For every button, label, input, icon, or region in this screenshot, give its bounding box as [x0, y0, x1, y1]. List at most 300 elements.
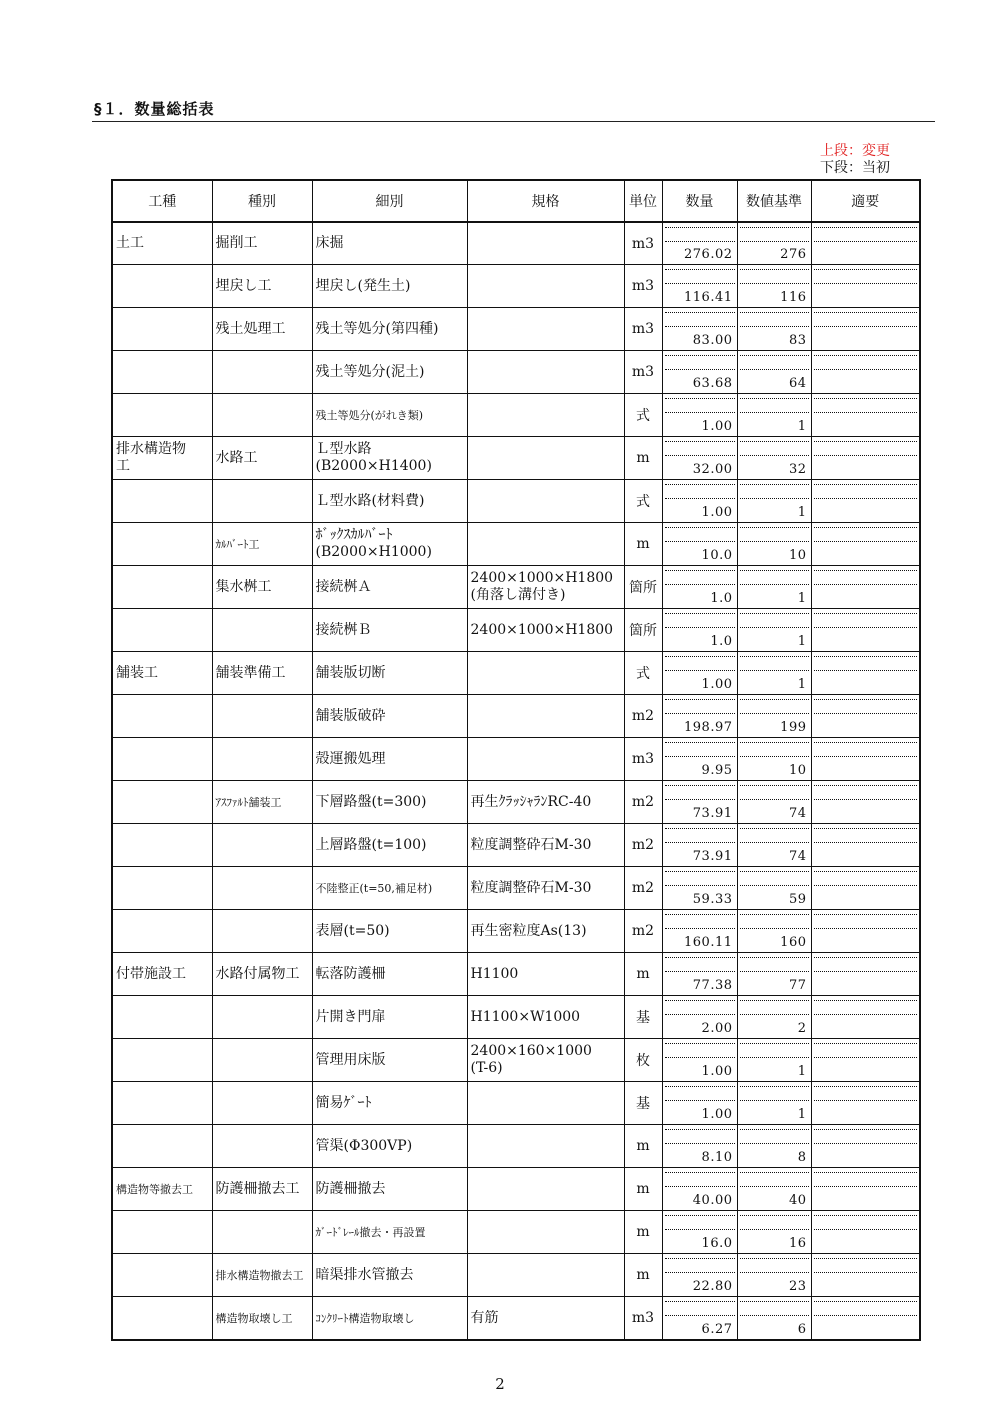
cell-quantity-value: 77.38 — [692, 978, 733, 993]
cell-unit: 基 — [624, 996, 662, 1039]
cell-base-value-value: 59 — [788, 892, 807, 907]
dotted-divider — [665, 670, 735, 671]
cell-base-value-value: 6 — [797, 1322, 807, 1337]
cell-saibetsu — [312, 1297, 467, 1341]
dotted-divider — [740, 1301, 809, 1302]
dotted-divider — [814, 1100, 918, 1101]
cell-quantity-value: 1.0 — [710, 591, 733, 606]
cell-remarks — [811, 695, 920, 738]
dotted-divider — [665, 799, 735, 800]
cell-base-value-value: 1 — [797, 634, 807, 649]
table-row — [112, 781, 920, 824]
dotted-divider — [740, 369, 809, 370]
cell-koushu — [112, 566, 212, 609]
dotted-divider — [814, 656, 918, 657]
dotted-divider — [814, 1086, 918, 1087]
dotted-divider — [740, 1258, 809, 1259]
dotted-divider — [740, 971, 809, 972]
cell-quantity — [662, 566, 737, 609]
dotted-divider — [665, 828, 735, 829]
cell-spec — [467, 953, 624, 996]
cell-saibetsu-text: ﾎﾞｯｸｽｶﾙﾊﾞｰﾄ — [315, 527, 393, 543]
dotted-divider — [740, 283, 809, 284]
cell-saibetsu — [312, 781, 467, 824]
dotted-divider — [740, 312, 809, 313]
dotted-divider — [814, 713, 918, 714]
dotted-divider — [814, 914, 918, 915]
cell-saibetsu — [312, 953, 467, 996]
cell-remarks — [811, 609, 920, 652]
cell-shubetsu — [212, 953, 312, 996]
dotted-divider — [814, 355, 918, 356]
dotted-divider — [740, 1000, 809, 1001]
dotted-divider — [814, 785, 918, 786]
dotted-divider — [665, 1172, 735, 1173]
dotted-divider — [814, 1172, 918, 1173]
dotted-divider — [814, 871, 918, 872]
cell-quantity — [662, 1039, 737, 1082]
cell-base-value — [737, 953, 811, 996]
cell-shubetsu — [212, 738, 312, 781]
cell-base-value-value: 1 — [797, 505, 807, 520]
dotted-divider — [740, 928, 809, 929]
dotted-divider — [665, 326, 735, 327]
cell-spec-text: 粒度調整砕石M-30 — [470, 836, 592, 853]
cell-quantity — [662, 867, 737, 910]
cell-spec — [467, 695, 624, 738]
cell-base-value — [737, 1297, 811, 1341]
table-row — [112, 437, 920, 480]
dotted-divider — [665, 1215, 735, 1216]
cell-unit: m — [624, 1168, 662, 1211]
dotted-divider — [665, 369, 735, 370]
cell-remarks — [811, 265, 920, 308]
cell-saibetsu-text: (B2000×H1000) — [315, 544, 432, 560]
cell-koushu — [112, 308, 212, 351]
cell-shubetsu — [212, 781, 312, 824]
cell-spec-text: 再生ｸﾗｯｼｬﾗﾝRC-40 — [470, 793, 592, 810]
cell-remarks — [811, 1082, 920, 1125]
table-row — [112, 222, 920, 265]
dotted-divider — [814, 1315, 918, 1316]
cell-saibetsu-text: 防護柵撤去 — [315, 1180, 386, 1197]
cell-base-value-value: 276 — [780, 247, 807, 262]
cell-spec — [467, 523, 624, 566]
cell-quantity-value: 10.0 — [701, 548, 733, 563]
cell-shubetsu — [212, 308, 312, 351]
cell-quantity-value: 1.00 — [701, 419, 733, 434]
dotted-divider — [814, 613, 918, 614]
cell-saibetsu — [312, 1254, 467, 1297]
dotted-divider — [740, 455, 809, 456]
table-row — [112, 867, 920, 910]
dotted-divider — [740, 269, 809, 270]
cell-quantity — [662, 1168, 737, 1211]
table-row — [112, 1125, 920, 1168]
dotted-divider — [740, 1315, 809, 1316]
cell-base-value-value: 74 — [788, 849, 807, 864]
cell-shubetsu — [212, 1254, 312, 1297]
dotted-divider — [814, 1014, 918, 1015]
dotted-divider — [814, 455, 918, 456]
cell-spec — [467, 480, 624, 523]
dotted-divider — [740, 842, 809, 843]
cell-saibetsu-text: 舗装版破砕 — [315, 707, 386, 724]
cell-saibetsu-text: (B2000×H1400) — [315, 458, 432, 474]
col-header-saibetsu: 細別 — [312, 180, 467, 222]
cell-unit: 式 — [624, 394, 662, 437]
dotted-divider — [740, 241, 809, 242]
cell-quantity-value: 2.00 — [701, 1021, 733, 1036]
cell-unit: m3 — [624, 351, 662, 394]
cell-koushu — [112, 1297, 212, 1341]
cell-spec — [467, 351, 624, 394]
cell-koushu — [112, 953, 212, 996]
cell-base-value-value: 1 — [797, 1064, 807, 1079]
cell-saibetsu — [312, 609, 467, 652]
cell-saibetsu — [312, 910, 467, 953]
cell-shubetsu — [212, 1039, 312, 1082]
dotted-divider — [665, 1258, 735, 1259]
dotted-divider — [665, 498, 735, 499]
cell-remarks — [811, 1168, 920, 1211]
cell-spec — [467, 996, 624, 1039]
dotted-divider — [665, 756, 735, 757]
dotted-divider — [814, 584, 918, 585]
cell-unit: m — [624, 437, 662, 480]
dotted-divider — [665, 1086, 735, 1087]
cell-koushu — [112, 523, 212, 566]
cell-saibetsu-text: 残土等処分(第四種) — [315, 320, 439, 337]
dotted-divider — [740, 441, 809, 442]
dotted-divider — [665, 412, 735, 413]
table-row — [112, 738, 920, 781]
cell-spec — [467, 910, 624, 953]
cell-spec-text: 2400×160×1000 — [470, 1043, 592, 1059]
cell-quantity-value: 1.00 — [701, 1107, 733, 1122]
dotted-divider — [665, 842, 735, 843]
cell-shubetsu-text: 残土処理工 — [215, 320, 286, 337]
cell-saibetsu-text: 下層路盤(t=300) — [315, 793, 427, 810]
dotted-divider — [665, 1229, 735, 1230]
dotted-divider — [814, 957, 918, 958]
cell-shubetsu — [212, 1168, 312, 1211]
dotted-divider — [665, 541, 735, 542]
cell-base-value-value: 40 — [788, 1193, 807, 1208]
cell-saibetsu — [312, 1168, 467, 1211]
cell-remarks — [811, 824, 920, 867]
cell-base-value-value: 23 — [788, 1279, 807, 1294]
cell-shubetsu — [212, 222, 312, 265]
dotted-divider — [814, 799, 918, 800]
table-header-row — [112, 180, 920, 222]
dotted-divider — [665, 713, 735, 714]
cell-base-value — [737, 1082, 811, 1125]
dotted-divider — [665, 1043, 735, 1044]
legend-upper-changed: 上段：変更 — [820, 143, 890, 159]
cell-koushu-text: 土工 — [116, 235, 144, 251]
cell-saibetsu — [312, 351, 467, 394]
page-title: §１．数量総括表 — [94, 100, 215, 118]
cell-unit: 箇所 — [624, 609, 662, 652]
dotted-divider — [665, 871, 735, 872]
cell-base-value — [737, 695, 811, 738]
cell-saibetsu-text: Ｌ型水路(材料費) — [315, 492, 425, 509]
table-row — [112, 996, 920, 1039]
cell-quantity — [662, 652, 737, 695]
table-row — [112, 308, 920, 351]
cell-shubetsu — [212, 351, 312, 394]
table-row — [112, 609, 920, 652]
dotted-divider — [665, 928, 735, 929]
dotted-divider — [740, 1172, 809, 1173]
dotted-divider — [665, 527, 735, 528]
cell-quantity — [662, 1125, 737, 1168]
dotted-divider — [814, 627, 918, 628]
cell-koushu-text: 付帯施設工 — [116, 965, 186, 982]
cell-quantity — [662, 351, 737, 394]
dotted-divider — [665, 914, 735, 915]
table-row — [112, 1039, 920, 1082]
dotted-divider — [814, 484, 918, 485]
cell-spec — [467, 1297, 624, 1341]
table-row — [112, 351, 920, 394]
table-row — [112, 394, 920, 437]
dotted-divider — [740, 498, 809, 499]
cell-remarks — [811, 867, 920, 910]
dotted-divider — [814, 1215, 918, 1216]
cell-saibetsu-text: 上層路盤(t=100) — [315, 836, 427, 853]
cell-shubetsu — [212, 480, 312, 523]
cell-koushu — [112, 265, 212, 308]
dotted-divider — [740, 799, 809, 800]
cell-spec — [467, 437, 624, 480]
cell-koushu — [112, 394, 212, 437]
dotted-divider — [665, 570, 735, 571]
cell-shubetsu-text: 防護柵撤去工 — [215, 1180, 300, 1197]
cell-koushu — [112, 1254, 212, 1297]
cell-remarks — [811, 738, 920, 781]
cell-base-value — [737, 523, 811, 566]
cell-shubetsu — [212, 652, 312, 695]
dotted-divider — [740, 627, 809, 628]
col-header-unit: 単位 — [624, 180, 662, 222]
cell-spec — [467, 867, 624, 910]
cell-koushu — [112, 222, 212, 265]
cell-base-value-value: 116 — [780, 290, 807, 305]
col-header-quantity: 数量 — [662, 180, 737, 222]
table-row — [112, 1211, 920, 1254]
cell-quantity — [662, 953, 737, 996]
dotted-divider — [665, 484, 735, 485]
dotted-divider — [814, 1129, 918, 1130]
dotted-divider — [740, 1229, 809, 1230]
cell-base-value — [737, 566, 811, 609]
cell-quantity-value: 1.00 — [701, 677, 733, 692]
dotted-divider — [740, 1129, 809, 1130]
cell-shubetsu-text: 集水桝工 — [215, 578, 272, 595]
cell-quantity-value: 73.91 — [692, 849, 733, 864]
cell-shubetsu — [212, 1297, 312, 1341]
dotted-divider — [665, 312, 735, 313]
cell-spec-text: 有筋 — [470, 1309, 499, 1326]
cell-shubetsu-text: 構造物取壊し工 — [215, 1311, 293, 1325]
cell-saibetsu — [312, 695, 467, 738]
cell-unit: m2 — [624, 910, 662, 953]
cell-shubetsu-text: 埋戻し工 — [215, 277, 272, 294]
cell-base-value — [737, 308, 811, 351]
cell-quantity — [662, 910, 737, 953]
cell-quantity — [662, 1254, 737, 1297]
cell-saibetsu — [312, 222, 467, 265]
dotted-divider — [665, 355, 735, 356]
cell-quantity — [662, 609, 737, 652]
cell-saibetsu — [312, 394, 467, 437]
cell-saibetsu-text: ｺﾝｸﾘｰﾄ構造物取壊し — [315, 1311, 415, 1325]
cell-quantity-value: 63.68 — [692, 376, 733, 391]
cell-base-value-value: 8 — [797, 1150, 807, 1165]
dotted-divider — [665, 269, 735, 270]
cell-remarks — [811, 953, 920, 996]
cell-quantity-value: 73.91 — [692, 806, 733, 821]
cell-base-value-value: 77 — [788, 978, 807, 993]
dotted-divider — [740, 1186, 809, 1187]
cell-base-value — [737, 824, 811, 867]
dotted-divider — [814, 1258, 918, 1259]
cell-base-value-value: 10 — [788, 763, 807, 778]
table-row — [112, 1297, 920, 1341]
dotted-divider — [814, 842, 918, 843]
cell-spec — [467, 1125, 624, 1168]
cell-remarks — [811, 308, 920, 351]
cell-base-value — [737, 1254, 811, 1297]
cell-saibetsu-text: 管渠(Φ300VP) — [315, 1137, 413, 1154]
dotted-divider — [740, 957, 809, 958]
cell-spec-text: H1100×W1000 — [470, 1008, 581, 1025]
dotted-divider — [740, 1086, 809, 1087]
table-row — [112, 910, 920, 953]
cell-quantity — [662, 523, 737, 566]
cell-unit: m — [624, 523, 662, 566]
cell-spec — [467, 1254, 624, 1297]
cell-koushu — [112, 1168, 212, 1211]
dotted-divider — [814, 670, 918, 671]
cell-unit: m2 — [624, 867, 662, 910]
cell-unit: 式 — [624, 652, 662, 695]
cell-quantity-value: 83.00 — [692, 333, 733, 348]
cell-quantity-value: 40.00 — [692, 1193, 733, 1208]
dotted-divider — [814, 527, 918, 528]
cell-saibetsu-text: 残土等処分(がれき類) — [315, 408, 424, 422]
cell-koushu-text: 排水構造物 — [116, 441, 186, 457]
cell-spec — [467, 308, 624, 351]
cell-saibetsu — [312, 523, 467, 566]
cell-quantity — [662, 394, 737, 437]
cell-saibetsu-text: 片開き門扉 — [315, 1008, 386, 1025]
cell-base-value — [737, 222, 811, 265]
table-row — [112, 695, 920, 738]
cell-saibetsu-text: 表層(t=50) — [315, 922, 390, 939]
cell-saibetsu-text: ｶﾞｰﾄﾞﾚｰﾙ撤去・再設置 — [315, 1225, 426, 1239]
dotted-divider — [814, 283, 918, 284]
cell-unit: m — [624, 953, 662, 996]
dotted-divider — [665, 1000, 735, 1001]
cell-spec-text: 再生密粒度As(13) — [470, 922, 587, 939]
table-row — [112, 1168, 920, 1211]
dotted-divider — [740, 785, 809, 786]
dotted-divider — [814, 699, 918, 700]
title-underline — [92, 121, 935, 122]
cell-saibetsu-text: Ｌ型水路 — [315, 441, 372, 457]
cell-remarks — [811, 566, 920, 609]
cell-saibetsu-text: 殻運搬処理 — [315, 750, 386, 767]
cell-saibetsu — [312, 824, 467, 867]
dotted-divider — [814, 1272, 918, 1273]
dotted-divider — [740, 742, 809, 743]
cell-remarks — [811, 523, 920, 566]
cell-quantity-value: 59.33 — [692, 892, 733, 907]
dotted-divider — [740, 1057, 809, 1058]
cell-saibetsu — [312, 867, 467, 910]
cell-base-value — [737, 437, 811, 480]
cell-saibetsu-text: 簡易ｹﾞｰﾄ — [315, 1094, 372, 1111]
dotted-divider — [740, 656, 809, 657]
cell-base-value — [737, 351, 811, 394]
dotted-divider — [814, 441, 918, 442]
quantity-summary-table — [111, 179, 921, 1341]
cell-base-value-value: 10 — [788, 548, 807, 563]
cell-quantity — [662, 695, 737, 738]
cell-shubetsu — [212, 394, 312, 437]
cell-quantity — [662, 480, 737, 523]
dotted-divider — [665, 241, 735, 242]
cell-saibetsu-text: 転落防護柵 — [315, 965, 386, 982]
cell-remarks — [811, 351, 920, 394]
cell-saibetsu-text: 接続桝Ｂ — [315, 621, 372, 638]
cell-base-value — [737, 394, 811, 437]
dotted-divider — [665, 1272, 735, 1273]
dotted-divider — [740, 227, 809, 228]
cell-quantity-value: 1.0 — [710, 634, 733, 649]
dotted-divider — [740, 1215, 809, 1216]
cell-shubetsu — [212, 1125, 312, 1168]
cell-koushu — [112, 351, 212, 394]
dotted-divider — [814, 498, 918, 499]
cell-base-value — [737, 867, 811, 910]
cell-quantity-value: 22.80 — [692, 1279, 733, 1294]
cell-quantity — [662, 308, 737, 351]
cell-base-value — [737, 480, 811, 523]
cell-quantity — [662, 437, 737, 480]
cell-shubetsu-text: ｶﾙﾊﾞｰﾄ工 — [215, 537, 260, 551]
col-header-koushu: 工種 — [112, 180, 212, 222]
cell-koushu — [112, 1039, 212, 1082]
cell-quantity — [662, 1211, 737, 1254]
dotted-divider — [740, 1272, 809, 1273]
dotted-divider — [665, 785, 735, 786]
dotted-divider — [665, 1186, 735, 1187]
dotted-divider — [740, 412, 809, 413]
cell-spec-text: (T-6) — [470, 1060, 503, 1076]
cell-base-value-value: 1 — [797, 419, 807, 434]
dotted-divider — [665, 1129, 735, 1130]
table-row — [112, 953, 920, 996]
dotted-divider — [740, 326, 809, 327]
cell-remarks — [811, 1211, 920, 1254]
dotted-divider — [814, 928, 918, 929]
cell-base-value — [737, 1125, 811, 1168]
cell-spec — [467, 652, 624, 695]
